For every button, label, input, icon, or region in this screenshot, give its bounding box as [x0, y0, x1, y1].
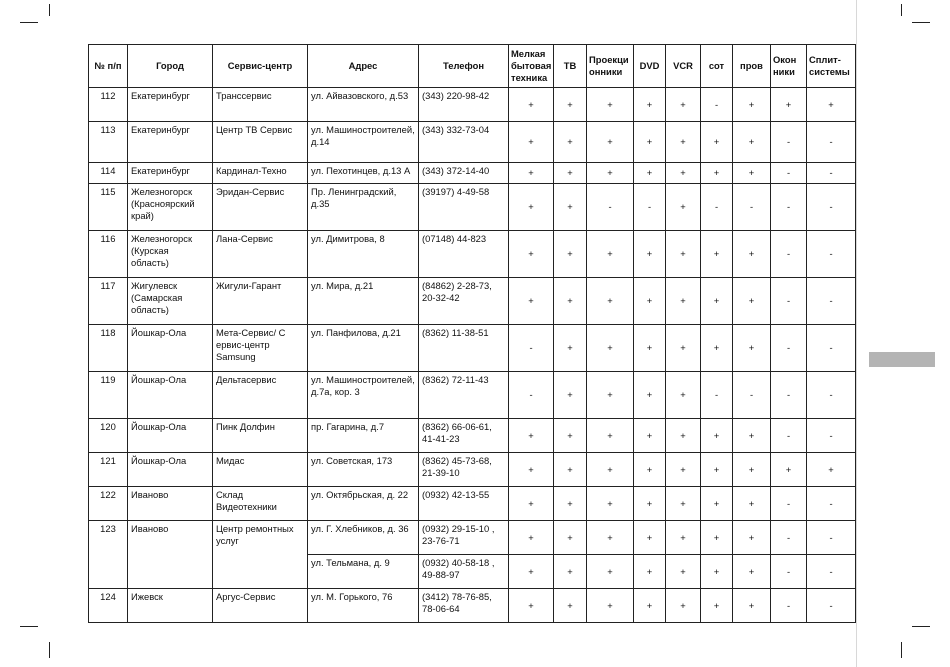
- service-mark-cell: +: [554, 278, 587, 325]
- service-mark-cell: +: [666, 122, 701, 163]
- service-mark-cell: +: [509, 589, 554, 623]
- row-number-cell: 119: [89, 372, 128, 419]
- header-cell: пров: [733, 45, 771, 88]
- service-mark-cell: -: [807, 122, 856, 163]
- address-cell: ул. Советская, 173: [308, 453, 419, 487]
- table-row: [89, 231, 856, 278]
- service-mark-cell: +: [733, 453, 771, 487]
- service-mark-cell: +: [587, 278, 634, 325]
- crop-mark-bottom-left-v: [49, 642, 50, 658]
- city-cell: Йошкар-Ола: [128, 453, 213, 487]
- service-mark-cell: -: [771, 521, 807, 555]
- service-mark-cell: +: [587, 453, 634, 487]
- header-cell: сот: [701, 45, 733, 88]
- service-mark-cell: +: [733, 589, 771, 623]
- service-mark-cell: +: [733, 163, 771, 184]
- service-mark-cell: +: [587, 163, 634, 184]
- service-mark-cell: +: [587, 122, 634, 163]
- service-mark-cell: +: [554, 589, 587, 623]
- service-mark-cell: +: [587, 589, 634, 623]
- address-cell: ул. Пехотинцев, д.13 А: [308, 163, 419, 184]
- service-mark-cell: +: [509, 487, 554, 521]
- service-mark-cell: -: [509, 325, 554, 372]
- service-center-cell: Склад Видеотехники: [213, 487, 308, 521]
- phone-cell: (0932) 40-58-18 , 49-88-97: [419, 555, 509, 589]
- header-cell: Город: [128, 45, 213, 88]
- service-mark-cell: +: [666, 325, 701, 372]
- service-mark-cell: +: [701, 589, 733, 623]
- crop-mark-top-left-h: [20, 22, 38, 23]
- service-mark-cell: -: [587, 184, 634, 231]
- service-mark-cell: +: [587, 419, 634, 453]
- service-center-cell: Аргус-Сервис: [213, 589, 308, 623]
- service-mark-cell: +: [509, 231, 554, 278]
- service-mark-cell: +: [733, 325, 771, 372]
- row-number-cell: 116: [89, 231, 128, 278]
- service-mark-cell: +: [666, 184, 701, 231]
- service-center-cell: Центр ремонтных услуг: [213, 521, 308, 589]
- city-cell: Йошкар-Ола: [128, 372, 213, 419]
- service-mark-cell: +: [666, 487, 701, 521]
- phone-cell: (07148) 44-823: [419, 231, 509, 278]
- service-mark-cell: +: [634, 88, 666, 122]
- service-mark-cell: +: [701, 163, 733, 184]
- address-cell: ул. Г. Хлебников, д. 36: [308, 521, 419, 555]
- service-mark-cell: +: [587, 325, 634, 372]
- service-mark-cell: -: [509, 372, 554, 419]
- service-mark-cell: +: [733, 419, 771, 453]
- service-mark-cell: +: [666, 231, 701, 278]
- service-mark-cell: +: [666, 278, 701, 325]
- service-mark-cell: -: [701, 184, 733, 231]
- service-mark-cell: -: [771, 372, 807, 419]
- row-number-cell: 114: [89, 163, 128, 184]
- phone-cell: (343) 332-73-04: [419, 122, 509, 163]
- table-row: [89, 487, 856, 521]
- city-cell: Иваново: [128, 521, 213, 589]
- service-mark-cell: +: [554, 163, 587, 184]
- service-mark-cell: +: [634, 453, 666, 487]
- service-center-cell: Жигули-Гарант: [213, 278, 308, 325]
- service-mark-cell: +: [666, 453, 701, 487]
- row-number-cell: 117: [89, 278, 128, 325]
- service-mark-cell: +: [634, 589, 666, 623]
- service-centers-table: [88, 44, 856, 623]
- service-mark-cell: +: [733, 88, 771, 122]
- service-mark-cell: +: [587, 555, 634, 589]
- table-body: [89, 88, 856, 623]
- row-number-cell: 120: [89, 419, 128, 453]
- service-center-cell: Дельтасервис: [213, 372, 308, 419]
- service-center-cell: Центр ТВ Сервис: [213, 122, 308, 163]
- service-mark-cell: +: [701, 487, 733, 521]
- city-cell: Екатеринбург: [128, 88, 213, 122]
- service-mark-cell: -: [771, 589, 807, 623]
- service-center-cell: Мета-Сервис/ С ервис-центр Samsung: [213, 325, 308, 372]
- header-cell: ТВ: [554, 45, 587, 88]
- service-mark-cell: +: [733, 278, 771, 325]
- city-cell: Иваново: [128, 487, 213, 521]
- crop-mark-bottom-left-h: [20, 626, 38, 627]
- service-center-cell: Эридан-Сервис: [213, 184, 308, 231]
- service-mark-cell: -: [807, 231, 856, 278]
- service-mark-cell: -: [807, 278, 856, 325]
- service-mark-cell: +: [554, 453, 587, 487]
- table-row: [89, 278, 856, 325]
- service-mark-cell: +: [701, 453, 733, 487]
- city-cell: Железногорск (Красноярский край): [128, 184, 213, 231]
- service-mark-cell: +: [554, 487, 587, 521]
- service-mark-cell: +: [733, 487, 771, 521]
- service-mark-cell: +: [509, 419, 554, 453]
- header-cell: Окон ники: [771, 45, 807, 88]
- service-mark-cell: +: [587, 521, 634, 555]
- service-mark-cell: -: [733, 372, 771, 419]
- service-mark-cell: +: [587, 88, 634, 122]
- service-mark-cell: -: [701, 88, 733, 122]
- phone-cell: (343) 220-98-42: [419, 88, 509, 122]
- service-mark-cell: +: [666, 521, 701, 555]
- city-cell: Йошкар-Ола: [128, 419, 213, 453]
- crop-mark-bottom-right-v: [901, 642, 902, 658]
- service-mark-cell: +: [634, 521, 666, 555]
- service-mark-cell: -: [771, 325, 807, 372]
- service-mark-cell: +: [733, 555, 771, 589]
- service-mark-cell: -: [771, 487, 807, 521]
- service-mark-cell: -: [771, 184, 807, 231]
- phone-cell: (0932) 29-15-10 , 23-76-71: [419, 521, 509, 555]
- service-mark-cell: -: [701, 372, 733, 419]
- service-mark-cell: +: [634, 419, 666, 453]
- header-cell: № п/п: [89, 45, 128, 88]
- service-mark-cell: +: [807, 88, 856, 122]
- city-cell: Жигулевск (Самарская область): [128, 278, 213, 325]
- header-cell: Проекци онники: [587, 45, 634, 88]
- row-number-cell: 121: [89, 453, 128, 487]
- phone-cell: (84862) 2-28-73, 20-32-42: [419, 278, 509, 325]
- service-mark-cell: +: [666, 419, 701, 453]
- table-row: [89, 122, 856, 163]
- service-mark-cell: +: [771, 453, 807, 487]
- service-mark-cell: +: [701, 521, 733, 555]
- service-mark-cell: +: [733, 521, 771, 555]
- service-mark-cell: -: [807, 419, 856, 453]
- service-mark-cell: +: [634, 231, 666, 278]
- service-center-cell: Кардинал-Техно: [213, 163, 308, 184]
- service-mark-cell: -: [807, 589, 856, 623]
- table-row: [89, 372, 856, 419]
- service-mark-cell: +: [666, 88, 701, 122]
- crop-mark-top-left-v: [49, 4, 50, 16]
- city-cell: Йошкар-Ола: [128, 325, 213, 372]
- service-mark-cell: +: [733, 231, 771, 278]
- service-mark-cell: +: [554, 521, 587, 555]
- service-mark-cell: +: [509, 555, 554, 589]
- service-mark-cell: +: [634, 372, 666, 419]
- service-mark-cell: -: [771, 231, 807, 278]
- service-mark-cell: -: [771, 555, 807, 589]
- address-cell: ул. Мира, д.21: [308, 278, 419, 325]
- crop-mark-top-right-v: [901, 4, 902, 16]
- service-mark-cell: +: [666, 589, 701, 623]
- service-mark-cell: +: [509, 453, 554, 487]
- service-mark-cell: +: [701, 325, 733, 372]
- table-row: [89, 163, 856, 184]
- header-cell: Сервис-центр: [213, 45, 308, 88]
- service-mark-cell: -: [733, 184, 771, 231]
- table-row: [89, 184, 856, 231]
- service-mark-cell: +: [701, 419, 733, 453]
- service-center-cell: Пинк Долфин: [213, 419, 308, 453]
- row-number-cell: 112: [89, 88, 128, 122]
- service-mark-cell: +: [634, 487, 666, 521]
- service-mark-cell: +: [634, 278, 666, 325]
- service-mark-cell: +: [733, 122, 771, 163]
- row-number-cell: 123: [89, 521, 128, 589]
- row-number-cell: 124: [89, 589, 128, 623]
- address-cell: Пр. Ленинградский, д.35: [308, 184, 419, 231]
- service-mark-cell: +: [554, 122, 587, 163]
- service-mark-cell: -: [807, 325, 856, 372]
- service-mark-cell: -: [634, 184, 666, 231]
- service-mark-cell: +: [509, 88, 554, 122]
- phone-cell: (3412) 78-76-85, 78-06-64: [419, 589, 509, 623]
- section-tab-marker: [869, 352, 935, 367]
- service-mark-cell: -: [771, 419, 807, 453]
- service-mark-cell: +: [666, 555, 701, 589]
- service-mark-cell: +: [634, 122, 666, 163]
- service-mark-cell: +: [554, 184, 587, 231]
- phone-cell: (8362) 11-38-51: [419, 325, 509, 372]
- service-mark-cell: +: [587, 231, 634, 278]
- address-cell: ул. М. Горького, 76: [308, 589, 419, 623]
- city-cell: Екатеринбург: [128, 163, 213, 184]
- phone-cell: (0932) 42-13-55: [419, 487, 509, 521]
- address-cell: ул. Димитрова, 8: [308, 231, 419, 278]
- service-center-cell: Лана-Сервис: [213, 231, 308, 278]
- service-mark-cell: +: [587, 372, 634, 419]
- service-mark-cell: +: [701, 555, 733, 589]
- service-mark-cell: +: [554, 419, 587, 453]
- table-row: [89, 521, 856, 555]
- service-mark-cell: +: [666, 163, 701, 184]
- city-cell: Железногорск (Курская область): [128, 231, 213, 278]
- city-cell: Екатеринбург: [128, 122, 213, 163]
- service-mark-cell: +: [554, 231, 587, 278]
- table-row: [89, 325, 856, 372]
- crop-mark-top-right-h: [912, 22, 930, 23]
- header-cell: Телефон: [419, 45, 509, 88]
- service-mark-cell: +: [587, 487, 634, 521]
- table-row: [89, 419, 856, 453]
- address-cell: пр. Гагарина, д.7: [308, 419, 419, 453]
- address-cell: ул. Тельмана, д. 9: [308, 555, 419, 589]
- service-mark-cell: +: [509, 278, 554, 325]
- header-cell: VCR: [666, 45, 701, 88]
- service-mark-cell: -: [807, 487, 856, 521]
- table-header-row: [89, 45, 856, 88]
- table-row: [89, 88, 856, 122]
- row-number-cell: 115: [89, 184, 128, 231]
- phone-cell: (8362) 66-06-61, 41-41-23: [419, 419, 509, 453]
- row-number-cell: 113: [89, 122, 128, 163]
- phone-cell: (8362) 72-11-43: [419, 372, 509, 419]
- service-mark-cell: +: [634, 555, 666, 589]
- service-mark-cell: -: [771, 278, 807, 325]
- service-mark-cell: +: [509, 122, 554, 163]
- service-mark-cell: +: [554, 325, 587, 372]
- address-cell: ул. Машиностроителей, д.14: [308, 122, 419, 163]
- service-mark-cell: +: [509, 521, 554, 555]
- phone-cell: (39197) 4-49-58: [419, 184, 509, 231]
- service-center-cell: Транссервис: [213, 88, 308, 122]
- header-cell: DVD: [634, 45, 666, 88]
- service-mark-cell: +: [554, 88, 587, 122]
- service-mark-cell: +: [771, 88, 807, 122]
- service-mark-cell: +: [634, 325, 666, 372]
- row-number-cell: 118: [89, 325, 128, 372]
- service-mark-cell: +: [666, 372, 701, 419]
- service-mark-cell: +: [701, 278, 733, 325]
- phone-cell: (8362) 45-73-68, 21-39-10: [419, 453, 509, 487]
- header-cell: Адрес: [308, 45, 419, 88]
- service-center-cell: Мидас: [213, 453, 308, 487]
- service-mark-cell: +: [807, 453, 856, 487]
- address-cell: ул. Панфилова, д.21: [308, 325, 419, 372]
- row-number-cell: 122: [89, 487, 128, 521]
- service-mark-cell: -: [807, 163, 856, 184]
- service-mark-cell: +: [509, 163, 554, 184]
- address-cell: ул. Машиностроителей, д.7а, кор. 3: [308, 372, 419, 419]
- table-row: [89, 453, 856, 487]
- city-cell: Ижевск: [128, 589, 213, 623]
- phone-cell: (343) 372-14-40: [419, 163, 509, 184]
- service-mark-cell: -: [771, 163, 807, 184]
- service-mark-cell: -: [771, 122, 807, 163]
- address-cell: ул. Октябрьская, д. 22: [308, 487, 419, 521]
- service-mark-cell: +: [701, 231, 733, 278]
- crop-mark-bottom-right-h: [912, 626, 930, 627]
- service-mark-cell: -: [807, 184, 856, 231]
- service-mark-cell: -: [807, 521, 856, 555]
- address-cell: ул. Айвазовского, д.53: [308, 88, 419, 122]
- header-cell: Мелкая бытовая техника: [509, 45, 554, 88]
- service-mark-cell: +: [554, 372, 587, 419]
- page-edge-line: [856, 0, 857, 667]
- service-mark-cell: -: [807, 372, 856, 419]
- service-mark-cell: +: [554, 555, 587, 589]
- header-cell: Сплит-системы: [807, 45, 856, 88]
- service-mark-cell: +: [701, 122, 733, 163]
- service-mark-cell: -: [807, 555, 856, 589]
- service-mark-cell: +: [634, 163, 666, 184]
- table-row: [89, 589, 856, 623]
- service-mark-cell: +: [509, 184, 554, 231]
